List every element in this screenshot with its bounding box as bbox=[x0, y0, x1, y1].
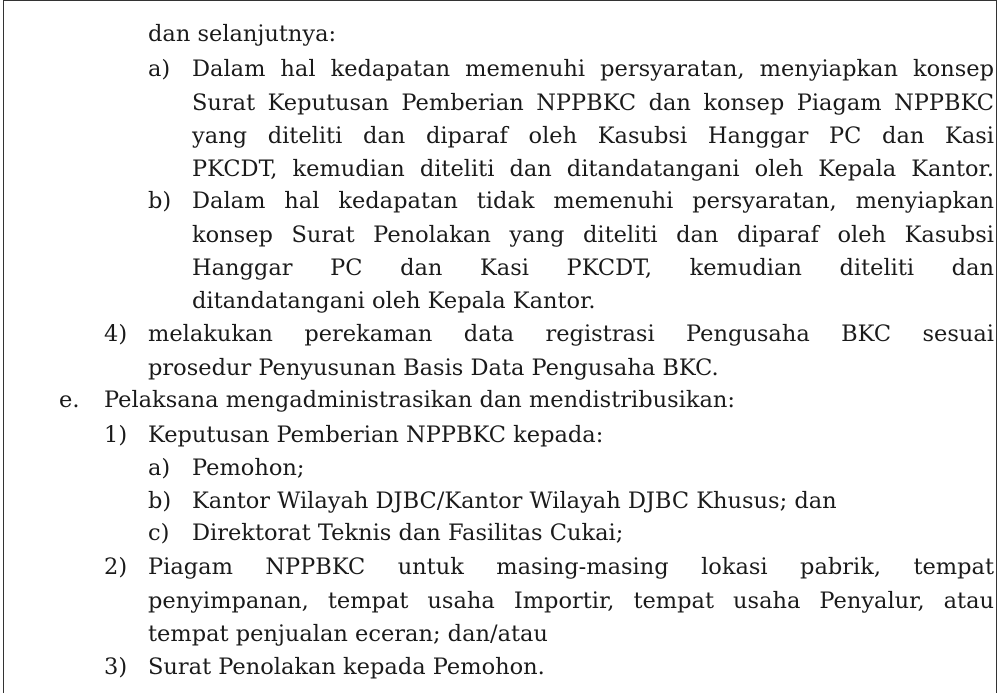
item-b-line-2-row bbox=[4, 219, 996, 252]
list-marker: b) bbox=[148, 188, 172, 214]
item-a-line-3-row bbox=[4, 120, 996, 153]
list-marker: 4) bbox=[104, 321, 128, 347]
item-4-line-2: prosedur Penyusunan Basis Data Pengusaha BKC. bbox=[148, 355, 719, 381]
list-item-a bbox=[4, 53, 996, 86]
list-item-e1-b bbox=[4, 485, 996, 518]
item-b-line-4: ditandatangani oleh Kepala Kantor. bbox=[192, 288, 596, 314]
item-b-line-1: Dalam hal kedapatan tidak memenuhi persyaratan, menyiapkan bbox=[192, 188, 994, 214]
list-item-e3 bbox=[4, 651, 996, 684]
list-marker: 1) bbox=[104, 422, 128, 448]
list-item-b bbox=[4, 185, 996, 218]
item-e2-line-1: Piagam NPPBKC untuk masing-masing lokasi pabrik, tempat bbox=[148, 554, 994, 580]
item-e2-line-2-row bbox=[4, 585, 996, 618]
item-e1-text: Keputusan Pemberian NPPBKC kepada: bbox=[148, 422, 604, 448]
item-e1-a-text: Pemohon; bbox=[192, 455, 305, 481]
list-marker: e. bbox=[59, 387, 80, 413]
item-a-line-1: Dalam hal kedapatan memenuhi persyaratan, menyiapkan konsep bbox=[192, 56, 994, 82]
item-e1-b-text: Kantor Wilayah DJBC/Kantor Wilayah DJBC Khusus; dan bbox=[192, 488, 837, 514]
list-marker: b) bbox=[148, 488, 172, 514]
list-item-e1-a bbox=[4, 452, 996, 485]
item-a-line-3: yang diteliti dan diparaf oleh Kasubsi Hanggar PC dan Kasi bbox=[192, 123, 994, 149]
item-a-line-4-row bbox=[4, 153, 996, 186]
list-item-e1 bbox=[4, 419, 996, 452]
list-item-e bbox=[4, 384, 996, 417]
list-marker: a) bbox=[148, 56, 171, 82]
item-a-line-4: PKCDT, kemudian diteliti dan ditandatangani oleh Kepala Kantor. bbox=[192, 156, 994, 182]
list-marker: 2) bbox=[104, 554, 128, 580]
list-marker: 3) bbox=[104, 654, 128, 680]
document-page bbox=[3, 0, 997, 693]
item-e3-text: Surat Penolakan kepada Pemohon. bbox=[148, 654, 545, 680]
intro-text: dan selanjutnya: bbox=[148, 21, 337, 47]
item-b-line-2: konsep Surat Penolakan yang diteliti dan diparaf oleh Kasubsi bbox=[192, 222, 994, 248]
item-a-line-2: Surat Keputusan Pemberian NPPBKC dan konsep Piagam NPPBKC bbox=[192, 90, 994, 116]
item-b-line-3: Hanggar PC dan Kasi PKCDT, kemudian diteliti dan bbox=[192, 255, 994, 281]
item-e2-line-3: tempat penjualan eceran; dan/atau bbox=[148, 621, 548, 647]
list-marker: c) bbox=[148, 520, 170, 546]
list-item-e2 bbox=[4, 551, 996, 584]
item-e2-line-3-row bbox=[4, 618, 996, 651]
item-a-line-2-row bbox=[4, 87, 996, 120]
item-4-line-2-row bbox=[4, 352, 996, 385]
list-marker: a) bbox=[148, 455, 171, 481]
intro-line bbox=[4, 18, 996, 51]
list-item-e1-c bbox=[4, 517, 996, 550]
item-b-line-3-row bbox=[4, 252, 996, 285]
item-b-line-4-row bbox=[4, 285, 996, 318]
item-e2-line-2: penyimpanan, tempat usaha Importir, tempat usaha Penyalur, atau bbox=[148, 588, 994, 614]
item-e-text: Pelaksana mengadministrasikan dan mendistribusikan: bbox=[104, 387, 735, 413]
item-e1-c-text: Direktorat Teknis dan Fasilitas Cukai; bbox=[192, 520, 624, 546]
item-4-line-1: melakukan perekaman data registrasi Pengusaha BKC sesuai bbox=[148, 321, 994, 347]
list-item-4 bbox=[4, 318, 996, 351]
